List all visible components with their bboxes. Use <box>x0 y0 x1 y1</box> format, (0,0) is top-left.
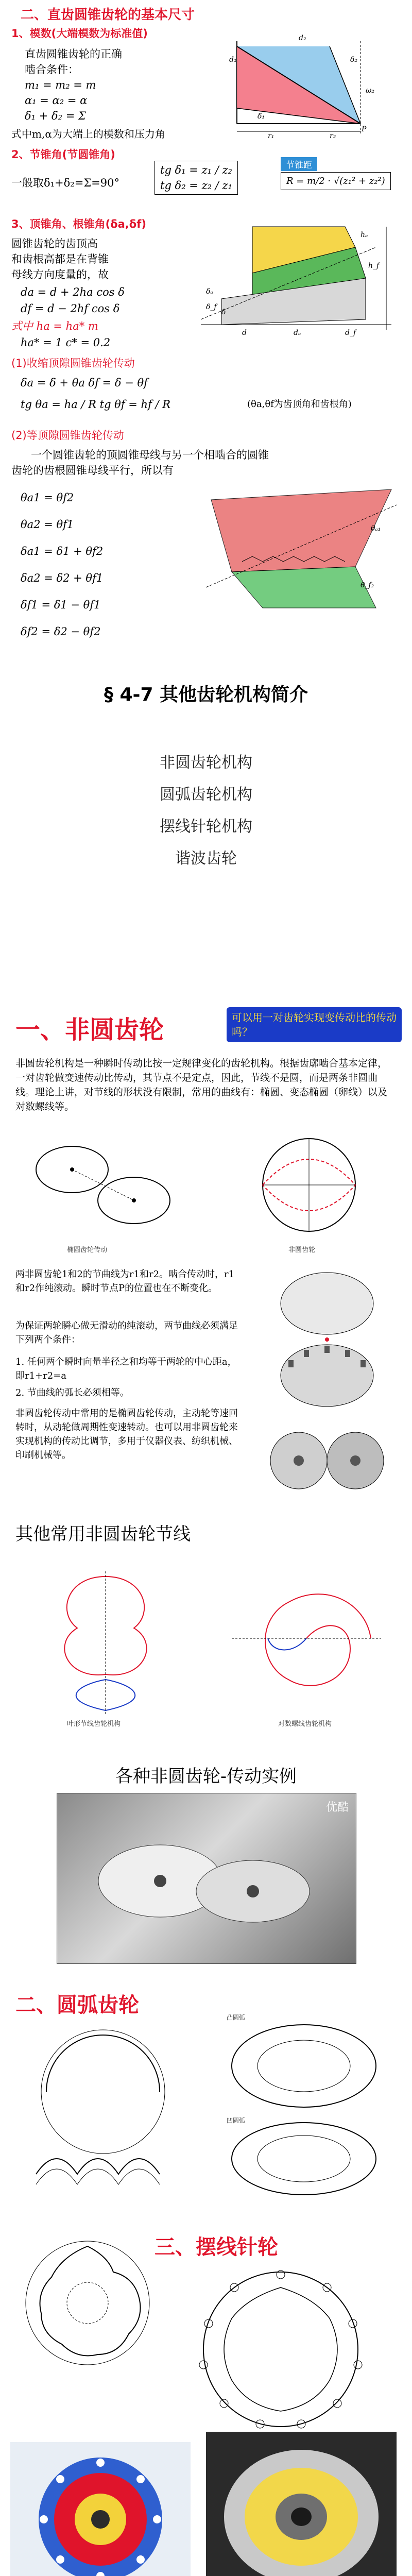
list-item: 谐波齿轮 <box>175 850 237 868</box>
cycloid-3d-render <box>206 2432 397 2576</box>
cone-distance-box <box>281 157 391 190</box>
bevel-gear-section-diagram <box>191 216 402 340</box>
eq-item: δf2 = δ2 − θf2 <box>21 625 101 638</box>
arc-gear-title: 二、圆弧齿轮 <box>15 1993 139 2017</box>
svg-text:δ_f: δ_f <box>206 303 217 311</box>
list-item: 摆线针轮机构 <box>160 818 252 836</box>
eq-item: δf1 = δ1 − θf1 <box>21 599 101 611</box>
eq-item: θa1 = θf2 <box>21 492 74 504</box>
noncircular-title: 一、非圆齿轮 <box>15 1015 164 1044</box>
svg-text:d: d <box>242 329 247 337</box>
note-coeff: ha* = 1 c* = 0.2 <box>21 336 111 349</box>
arc-gear-3d-figure <box>216 2009 391 2205</box>
noncircular-para1: 非圆齿轮机构是一种瞬时传动比按一定规律变化的齿轮机构。根据齿廓啮合基本定律，一对齿轮做变速传动比传动，其节点不是定点，因此，节线不是圆，而是两条非圆曲线。理论上讲，对节线的形状没有限制，常用的曲线有：椭圆、变态椭圆（卵线）以及对数螺线等。 <box>15 1058 388 1112</box>
eq-list <box>21 484 103 645</box>
cycloid-drive-diagram <box>10 2442 191 2576</box>
tg-formula-box <box>154 161 238 195</box>
concave-arc-label: 凹圆弧 <box>227 2117 246 2124</box>
eq-item: δa1 = δ1 + θf2 <box>21 545 104 557</box>
arc-gear-profile-figure <box>15 2020 191 2205</box>
noncircular-para2: 两非圆齿轮1和2的节曲线为r1和r2。啮合传动时，r1和r2作纯滚动。瞬时节点P的位置也在不断变化。 <box>15 1269 235 1294</box>
note-theta: (θa,θf为齿顶角和齿根角) <box>247 399 352 410</box>
section-47-title: § 4-7 其他齿轮机构简介 <box>104 684 308 705</box>
noncircular-gear-figure <box>227 1128 391 1242</box>
eq-module: m₁ = m₂ = m <box>25 79 96 91</box>
meshing-noncircular-figure <box>258 1262 397 1417</box>
note-module: 式中m,α为大端上的模数和压力角 <box>11 128 165 140</box>
tg-delta1: tg δ₁ = z₁ / z₂ <box>160 164 232 176</box>
text-addendum-1: 圆锥齿轮的齿顶高 <box>11 238 98 250</box>
condition-2: 2. 节曲线的弧长必须相等。 <box>15 1387 129 1398</box>
cone-distance-eq: R = m/2 · √(z₁² + z₂²) <box>281 172 391 190</box>
leaf-pitch-curve-figure <box>21 1561 191 1716</box>
text-equal-2: 齿轮的齿根圆锥母线平行，所以有 <box>11 464 174 477</box>
cycloid-pin-figure <box>165 2267 397 2432</box>
list-item: 非圆齿轮机构 <box>160 754 252 772</box>
eq-item: δa2 = δ2 + θf1 <box>21 572 104 584</box>
svg-text:δₐ: δₐ <box>206 287 213 296</box>
demo-gear-shapes <box>57 1793 356 1963</box>
svg-text:ω₂: ω₂ <box>366 87 375 95</box>
log-spiral-pitch-figure <box>221 1561 391 1716</box>
demo-video[interactable] <box>57 1793 356 1964</box>
demo-title-text: 各种非圆齿轮-传动实例 <box>115 1766 297 1787</box>
svg-text:P: P <box>362 125 367 133</box>
cycloid-title: 三、摆线针轮 <box>154 2235 278 2259</box>
bevel-cone-diagram <box>227 31 402 139</box>
svg-text:δ₂: δ₂ <box>350 56 358 64</box>
gear-mechanism-figure <box>258 1427 397 1494</box>
section-title-bevel: 二、直齿圆锥齿轮的基本尺寸 <box>21 7 195 23</box>
eq-tip-root-angle: δa = δ + θa δf = δ − θf <box>21 377 148 389</box>
noncircular-para4: 非圆齿轮传动中常用的是椭圆齿轮传动，主动轮等速回转时，从动轮做周期性变速转动。也可以用非圆齿轮来实现机构的传动比调节，多用于仪器仪表、纺织机械、印刷机械等。 <box>15 1408 238 1461</box>
svg-text:θ_f₂: θ_f₂ <box>360 581 374 589</box>
cycloid-curve-figure <box>15 2215 160 2380</box>
pitch-curve-subtitle: 其他常用非圆齿轮节线 <box>15 1524 191 1545</box>
note-addendum: 式中 ha = ha* m <box>11 320 98 332</box>
elliptical-gear-caption: 椭圆齿轮传动 <box>67 1246 108 1253</box>
log-spiral-caption: 对数螺线齿轮机构 <box>278 1720 332 1727</box>
text-addendum-2: 和齿根高都是在背锥 <box>11 253 109 265</box>
text-addendum-3: 母线方向度量的，故 <box>11 268 109 281</box>
svg-text:r₂: r₂ <box>330 132 336 139</box>
eq-item: θa2 = θf1 <box>21 518 74 531</box>
section-47 <box>0 680 412 706</box>
condition-1: 1. 任何两个瞬时向量半径之和均等于两轮的中心距a，即r1+r2=a <box>15 1357 237 1381</box>
eq-tip-diameter: da = d + 2ha cos δ <box>21 286 125 298</box>
noncircular-callout: 可以用一对齿轮实现变传动比的传动吗？ <box>227 1007 402 1042</box>
elliptical-gear-figure <box>21 1128 185 1242</box>
svg-text:d₂: d₂ <box>299 34 306 42</box>
svg-text:δ₁: δ₁ <box>258 112 265 121</box>
text-equal-1: 一个圆锥齿轮的顶圆锥母线与另一个相啮合的圆锥 <box>31 449 269 461</box>
eq-root-diameter: df = d − 2hf cos δ <box>21 302 120 315</box>
item-pitch-angle: 2、节锥角(节圆锥角) <box>11 148 115 161</box>
tg-delta2: tg δ₂ = z₂ / z₁ <box>160 179 232 192</box>
video-watermark: 优酷 <box>325 1801 349 1814</box>
svg-text:θₐ₁: θₐ₁ <box>371 524 381 533</box>
cone-distance-label: 节锥距 <box>281 157 317 171</box>
item-shrink-clearance: (1)收缩顶隙圆锥齿轮传动 <box>11 357 135 369</box>
svg-text:h_f: h_f <box>368 262 380 270</box>
svg-text:hₐ: hₐ <box>360 231 368 239</box>
equal-clearance-gear-diagram <box>201 484 402 613</box>
item-module: 1、模数(大端模数为标准值) <box>11 27 148 40</box>
eq-angle: α₁ = α₂ = α <box>25 94 88 107</box>
text-mesh-1: 直齿圆锥齿轮的正确 <box>25 48 122 60</box>
svg-text:δ: δ <box>221 308 226 316</box>
section-47-list <box>0 747 412 875</box>
list-item: 圆弧齿轮机构 <box>160 786 252 804</box>
general-sum <box>11 175 119 191</box>
svg-text:r₁: r₁ <box>268 132 274 139</box>
noncircular-gear-caption: 非圆齿轮 <box>288 1246 316 1253</box>
text-mesh-2: 啮合条件： <box>25 63 79 76</box>
leaf-pitch-caption: 叶形节线齿轮机构 <box>67 1720 121 1727</box>
noncircular-para3: 为保证两轮瞬心做无滑动的纯滚动，两节曲线必须满足下列两个条件： <box>15 1320 238 1345</box>
eq-tg-theta: tg θa = ha / R tg θf = hf / R <box>21 398 171 411</box>
general-sum-text: 一般取δ₁+δ₂=Σ=90° <box>11 177 119 189</box>
svg-text:d_f: d_f <box>345 329 356 337</box>
item-equal-clearance: (2)等顶隙圆锥齿轮传动 <box>11 429 124 442</box>
convex-arc-label: 凸圆弧 <box>227 2014 246 2021</box>
demo-title <box>0 1762 412 1787</box>
eq-sum: δ₁ + δ₂ = Σ <box>25 110 86 122</box>
svg-text:d₁: d₁ <box>229 56 237 64</box>
item-tip-root-angle: 3、顶锥角、根锥角(δa,δf) <box>11 218 146 230</box>
svg-text:dₐ: dₐ <box>294 329 301 337</box>
